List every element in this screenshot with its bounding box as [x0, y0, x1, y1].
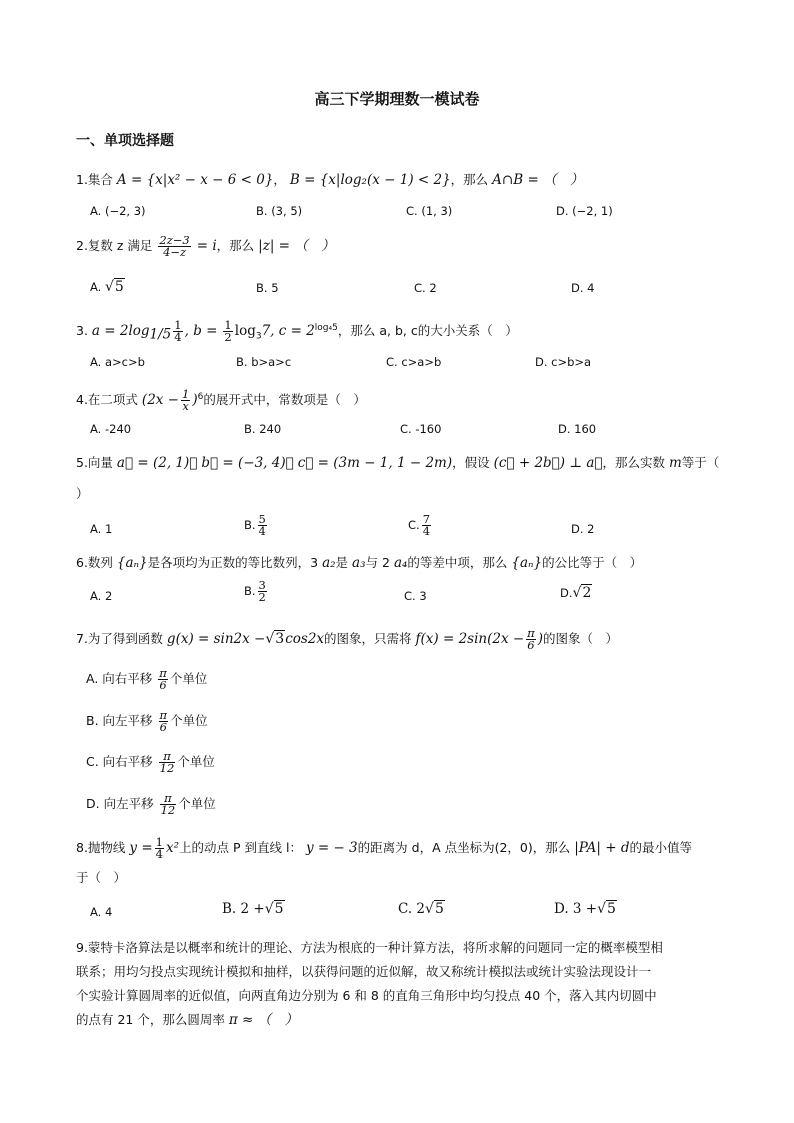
q7-text: 7.为了得到函数	[76, 631, 163, 646]
q8-continued: 于（ ）	[76, 870, 127, 885]
q6-text4: 与 2	[365, 555, 390, 570]
q8-frac: $\frac{1}{4}$	[155, 835, 163, 861]
q5-var: m	[668, 455, 682, 471]
q7-g2: cos2x	[285, 631, 325, 647]
q2-option-a: A. √5	[90, 279, 124, 295]
q3-option-c: C. c>a>b	[386, 355, 442, 369]
q1-option-d: D. (−2, 1)	[556, 204, 613, 218]
q4-text: 4.在二项式	[76, 392, 138, 408]
q5-text: 5.向量	[76, 455, 113, 470]
q8-option-a: A. 4	[90, 905, 113, 919]
question-8	[76, 837, 692, 860]
q2-abs: |z| = （ ）	[258, 238, 335, 254]
q5-vector-c: c⃗ = (3m − 1, 1 − 2m)	[297, 455, 453, 471]
q6-a3: a₃	[352, 555, 366, 571]
q8-option-b: B. 2 +√5	[222, 901, 284, 917]
q5-vector-a: a⃗ = (2, 1)，	[116, 455, 198, 471]
q8-text: 8.抛物线	[76, 840, 126, 855]
q7-frac: $\frac{\pi}{6}$	[527, 626, 535, 652]
q2-text2: ，那么	[216, 238, 255, 253]
q7-sqrt: √3	[265, 631, 285, 647]
q6-seq2: {aₙ}	[511, 555, 543, 571]
q3-frac-b: $\frac{1}{2}$	[224, 318, 232, 345]
q3-log-b: log	[234, 323, 256, 340]
question-9	[76, 936, 726, 1032]
page-title: 高三下学期理数一模试卷	[314, 90, 480, 108]
q3-expr-b: , b =	[184, 323, 218, 340]
q1-number: 1.集合	[76, 172, 113, 187]
question-5	[76, 453, 719, 473]
q3-option-b: B. b>a>c	[236, 355, 292, 369]
q4-option-b: B. 240	[244, 422, 282, 436]
q4-expr: (2x −	[141, 392, 179, 409]
q5-vector-b: b⃗ = (−3, 4)，	[201, 455, 294, 471]
q6-text5: 的等差中项，那么	[407, 555, 508, 570]
q7-option-a: A. 向右平移 $\frac{\pi}{6}$ 个单位	[86, 666, 208, 692]
q6-option-d: D.√2	[560, 585, 592, 601]
q1-option-c: C. (1, 3)	[406, 204, 453, 218]
q6-option-c: C. 3	[404, 589, 427, 603]
q1-set-a: A = {x|x² − x − 6 < 0}	[116, 172, 274, 188]
q3-option-d: D. c>b>a	[535, 355, 592, 369]
q5-text3: ，那么实数	[602, 455, 665, 470]
q9-line-2: 联系；用均匀投点实现统计模拟和抽样，以获得问题的近似解，故又称统计模拟法或统计实验法现设计一	[76, 964, 652, 979]
q8-text4: 的最小值等	[629, 840, 692, 855]
q7-option-c: C. 向右平移 $\frac{\pi}{12}$ 个单位	[86, 749, 215, 775]
q6-option-a: A. 2	[90, 589, 113, 603]
q3-sub-a: 1/5	[149, 326, 172, 343]
q3-sub-b: 3	[255, 331, 262, 342]
q5-text2: ，假设	[452, 455, 490, 470]
q9-line-4: 的点有 21 个，那么圆周率 π ≈ （ ）	[76, 1012, 299, 1028]
question-7	[76, 628, 618, 651]
q3-sup-c: log₄5	[314, 323, 338, 333]
q6-seq: {aₙ}	[116, 555, 148, 571]
question-6	[76, 553, 642, 573]
q8-y: y =	[129, 840, 153, 856]
q8-option-d: D. 3 +√5	[554, 901, 616, 917]
q8-x2: x²	[165, 840, 180, 856]
section-heading: 一、单项选择题	[76, 133, 174, 149]
question-4	[76, 387, 366, 412]
q1-ask: ，那么	[450, 172, 489, 187]
q8-text3: 的距离为 d，A 点坐标为(2，0)，那么	[357, 840, 571, 855]
question-2	[76, 235, 335, 258]
q6-a2: a₂	[322, 555, 336, 571]
q9-tail: π ≈ （ ）	[228, 1012, 299, 1028]
q5-condition: (c⃗ + 2b⃗) ⊥ a⃗	[493, 455, 603, 471]
q3-val-b: 7, c = 2	[261, 323, 315, 340]
q7-text3: 的图象（ ）	[543, 631, 619, 646]
q5-option-a: A. 1	[90, 522, 113, 536]
q8-expr: |PA| + d	[574, 840, 630, 856]
q6-text6: 的公比等于（ ）	[542, 555, 643, 570]
q2-option-b: B. 5	[256, 281, 279, 295]
q6-text2: 是各项均为正数的等比数列，3	[147, 555, 319, 570]
q8-line: y = − 3	[305, 840, 358, 856]
q5-option-c: C. $\frac{7}{4}$	[408, 512, 431, 538]
q2-fraction: $\frac{2z-3}{4-z}$	[159, 233, 190, 259]
q4-option-d: D. 160	[558, 422, 597, 436]
q1-option-b: B. (3, 5)	[256, 204, 303, 218]
q4-text2: 的展开式中，常数项是（ ）	[203, 392, 366, 408]
q1-expr: A∩B = （ ）	[492, 172, 584, 188]
q2-text: 2.复数 z 满足	[76, 238, 153, 253]
q7-f-expr: f(x) = 2sin(2x −	[415, 631, 525, 647]
q7-g-expr: g(x) = sin2x −	[166, 631, 266, 647]
q3-expr-a: a = 2log	[91, 323, 150, 340]
q3-frac-a: $\frac{1}{4}$	[174, 318, 182, 345]
q2-option-d: D. 4	[571, 281, 595, 295]
q1-option-a: A. (−2, 3)	[90, 204, 146, 218]
q4-power: 6	[197, 392, 204, 402]
question-1: 1.集合 A = {x|x² − x − 6 < 0}， B = {x|log₂(x − 1) < 2}，那么 A∩B = （ ）	[76, 172, 584, 188]
q2-option-c: C. 2	[414, 281, 437, 295]
q5-option-d: D. 2	[571, 522, 595, 536]
q7-text2: 的图象，只需将	[324, 631, 412, 646]
q7-option-b: B. 向左平移 $\frac{\pi}{6}$ 个单位	[86, 708, 208, 734]
q8-option-c: C. 2√5	[398, 901, 444, 917]
q3-number: 3.	[76, 323, 88, 339]
q5-text4: 等于（	[681, 455, 720, 470]
q4-close: )	[192, 392, 198, 409]
q4-frac: $\frac{1}{x}$	[182, 387, 190, 414]
q6-text: 6.数列	[76, 555, 113, 570]
q9-line-3: 个实验计算圆周率的近似值，向两直角边分别为 6 和 8 的直角三角形中均匀投点 40 个，落入其内切圆中	[76, 988, 657, 1003]
q3-option-a: A. a>c>b	[90, 355, 145, 369]
q1-set-b: B = {x|log₂(x − 1) < 2}	[289, 172, 451, 188]
q8-text2: 上的动点 P 到直线 l：	[179, 840, 302, 855]
q9-line-1: 9.蒙特卡洛算法是以概率和统计的理论、方法为根底的一种计算方法，将所求解的问题同一定的概率模型相	[76, 940, 663, 955]
q4-option-a: A. -240	[90, 422, 132, 436]
q2-eq: = i	[196, 238, 217, 254]
q6-text3: 是	[335, 555, 349, 570]
q7-f2: )	[537, 631, 544, 647]
q4-option-c: C. -160	[400, 422, 442, 436]
q6-option-b: B. $\frac{3}{2}$	[244, 578, 266, 604]
question-3	[76, 318, 518, 347]
q7-option-d: D. 向左平移 $\frac{\pi}{12}$ 个单位	[86, 791, 216, 817]
q5-close-paren: ）	[76, 486, 89, 501]
q3-tail: ，那么 a, b, c的大小关系（ ）	[337, 323, 518, 339]
q5-option-b: B. $\frac{5}{4}$	[244, 512, 266, 538]
q6-a4: a₄	[393, 555, 408, 571]
